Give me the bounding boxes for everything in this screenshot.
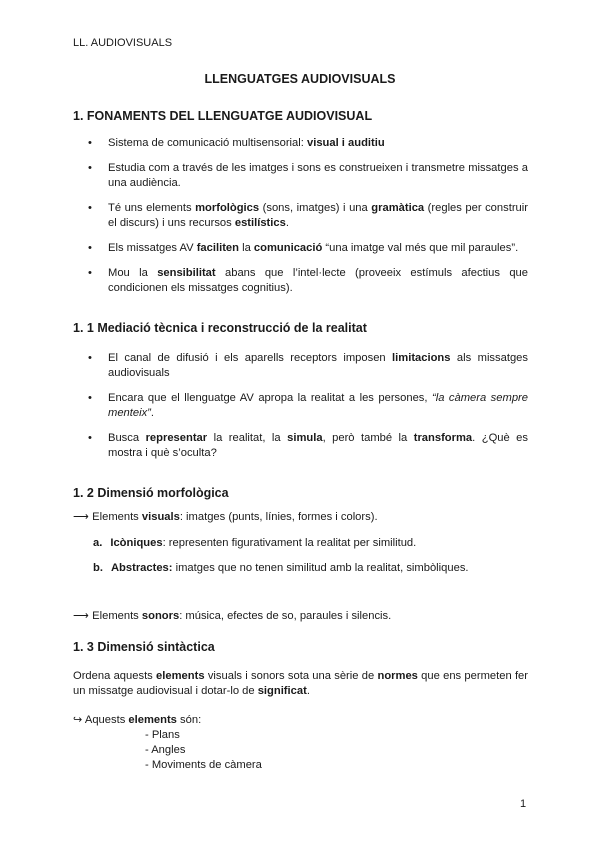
section-1-1-heading: 1. 1 Mediació tècnica i reconstrucció de la realitat [73,321,367,335]
list-item: • Té uns elements morfològics (sons, imatges) i una gramàtica (regles per construir el discurs) i uns recursos estilístics. [73,201,528,231]
page-number: 1 [520,798,527,810]
list-item: • Sistema de comunicació multisensorial: visual i auditiu [73,136,528,151]
list-item: • Mou la sensibilitat abans que l’intel·lecte (proveeix estímuls afectius que condicionen els missatges cognitius). [73,266,528,296]
running-header: LL. AUDIOVISUALS [73,37,173,49]
elements-intro-line: ↪ Aquests elements són: [73,714,202,726]
list-item: • Els missatges AV faciliten la comunicació “una imatge val més que mil paraules”. [73,241,528,256]
section-1-3-paragraph: Ordena aquests elements visuals i sonors sota una sèrie de normes que ens permeten fer un missatge audiovisual i dotar-lo de significat. [73,670,528,697]
list-item: • Estudia com a través de les imatges i sons es construeixen i transmetre missatges a una audiència. [73,161,528,191]
sonor-elements-line: ⟶ Elements sonors: música, efectes de so, paraules i silencis. [73,610,392,622]
section-1-1-list [73,351,528,471]
visual-elements-line: ⟶ Elements visuals: imatges (punts, línies, formes i colors). [73,511,378,523]
list-item: • Encara que el llenguatge AV apropa la realitat a les persones, “la càmera sempre menteix”. [73,391,528,421]
list-item: - Plans [145,729,180,741]
section-1-heading: 1. FONAMENTS DEL LLENGUATGE AUDIOVISUAL [73,109,373,123]
list-item: - Angles [145,744,186,756]
section-1-list [73,136,528,306]
document-title: LLENGUATGES AUDIOVISUALS [204,72,396,86]
section-1-3-heading: 1. 3 Dimensió sintàctica [73,640,215,654]
list-item: • Busca representar la realitat, la simula, però també la transforma. ¿Què es mostra i què s’oculta? [73,431,528,461]
list-item: • El canal de difusió i els aparells receptors imposen limitacions als missatges audiovisuals [73,351,528,381]
sub-item-b: b. Abstractes: imatges que no tenen similitud amb la realitat, simbòliques. [93,562,469,574]
list-item: - Moviments de càmera [145,759,262,771]
section-1-2-heading: 1. 2 Dimensió morfològica [73,486,229,500]
sub-item-a: a. Icòniques: representen figurativament la realitat per similitud. [93,537,417,549]
